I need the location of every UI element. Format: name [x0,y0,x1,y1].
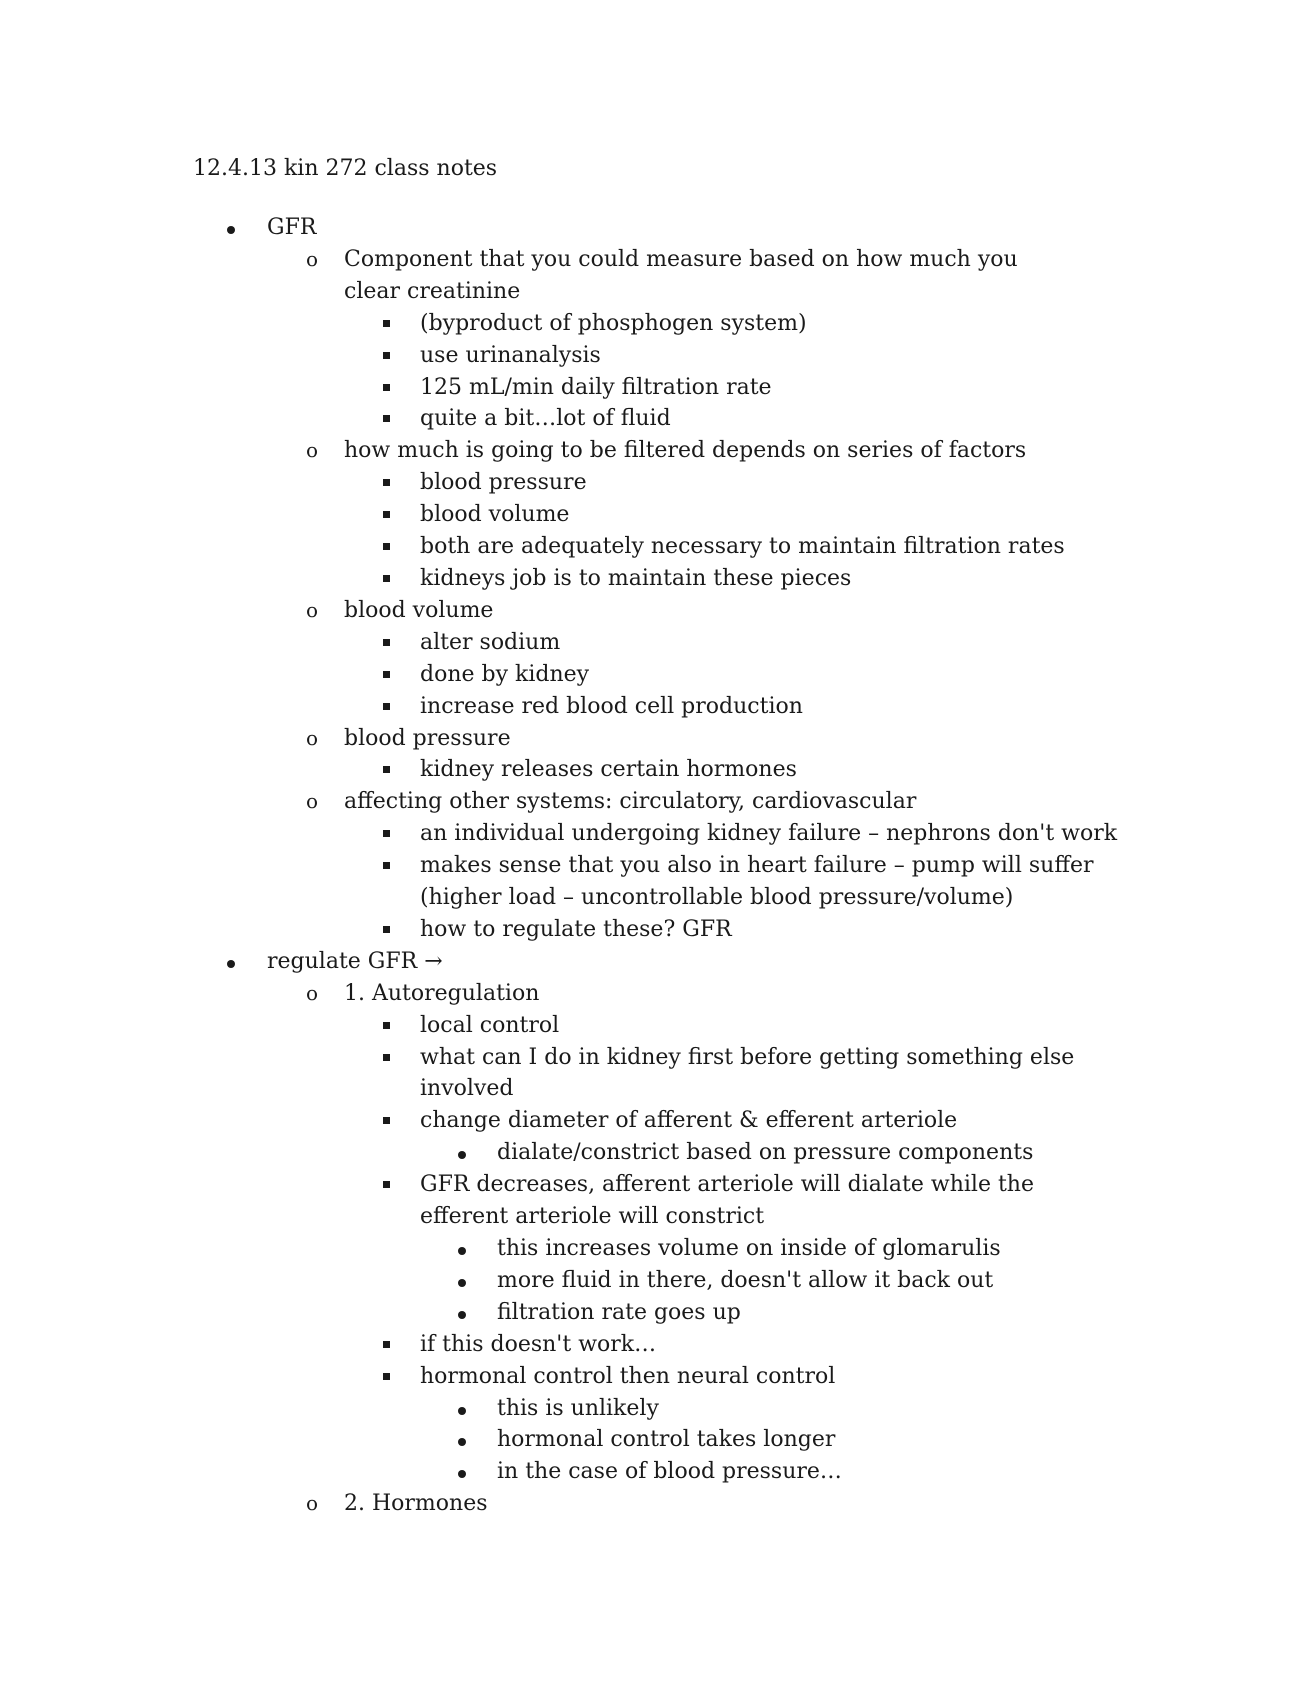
outline-item-text: kidneys job is to maintain these pieces [420,565,852,591]
outline-item-text: hormonal control takes longer [497,1427,836,1453]
notes-outline [0,212,1306,1520]
outline-item-text: change diameter of afferent & efferent arteriole [420,1108,958,1134]
outline-item-level-3 [0,563,1120,595]
outline-item-level-2 [0,723,1306,755]
square-bullet-icon [383,754,390,786]
square-bullet-icon [383,308,390,340]
square-bullet-icon [383,531,390,563]
outline-item-text: an individual undergoing kidney failure – nephrons don't work [420,821,1118,847]
outline-item-text: this is unlikely [497,1395,659,1421]
hollow-bullet-icon: o [306,1491,319,1516]
outline-item-level-3 [0,1361,1120,1393]
outline-item-level-2 [0,435,1306,467]
outline-item-text: local control [420,1012,560,1038]
outline-item-level-3 [0,499,1120,531]
outline-item-level-3 [0,1329,1120,1361]
outline-item-level-2 [0,595,1306,627]
outline-item-level-3 [0,659,1120,691]
outline-item-level-2 [0,244,1306,308]
square-bullet-icon [383,1105,390,1137]
outline-item-level-3 [0,531,1120,563]
square-bullet-icon [383,403,390,435]
outline-item-text: both are adequately necessary to maintain filtration rates [420,534,1065,560]
outline-item-level-3 [0,691,1120,723]
outline-item-level-4 [0,1297,1306,1329]
outline-item-text: dialate/constrict based on pressure components [497,1140,1034,1166]
square-bullet-icon [383,627,390,659]
outline-item-text: kidney releases certain hormones [420,757,797,783]
outline-item-text: Component that you could measure based on how much you clear creatinine [344,246,1018,304]
outline-item-text: (byproduct of phosphogen system) [420,310,807,336]
outline-item-text: affecting other systems: circulatory, cardiovascular [344,789,917,815]
outline-item-level-3 [0,403,1120,435]
outline-item-text: quite a bit…lot of fluid [420,406,671,432]
round-bullet-icon [458,1137,466,1169]
outline-item-text: blood pressure [344,725,511,751]
square-bullet-icon [383,659,390,691]
square-bullet-icon [383,1361,390,1393]
outline-item-level-3 [0,1105,1120,1137]
outline-item-text: in the case of blood pressure… [497,1459,842,1485]
square-bullet-icon [383,372,390,404]
outline-item-level-3 [0,1042,1120,1106]
square-bullet-icon [383,1042,390,1074]
round-bullet-icon [458,1297,466,1329]
outline-item-level-2 [0,1488,1306,1520]
square-bullet-icon [383,818,390,850]
round-bullet-icon [227,212,235,244]
hollow-bullet-icon: o [306,980,319,1005]
outline-item-level-2 [0,978,1306,1010]
outline-item-level-4 [0,1424,1306,1456]
outline-item-text: 2. Hormones [344,1491,488,1517]
outline-item-level-3 [0,467,1120,499]
round-bullet-icon [458,1265,466,1297]
outline-item-text: how to regulate these? GFR [420,916,732,942]
outline-item-text: 125 mL/min daily filtration rate [420,374,772,400]
outline-item-level-3 [0,1010,1120,1042]
outline-item-text: this increases volume on inside of glomarulis [497,1236,1001,1261]
outline-item-level-4 [0,1265,1306,1297]
outline-item-text: GFR decreases, afferent arteriole will dialate while the efferent arteriole will constrict [420,1172,1034,1230]
round-bullet-icon [458,1233,466,1265]
round-bullet-icon [227,946,235,978]
outline-item-text: 1. Autoregulation [344,980,540,1006]
outline-item-level-4 [0,1233,1306,1265]
outline-item-text: filtration rate goes up [497,1299,741,1325]
outline-item-text: blood volume [420,502,570,528]
outline-item-level-3 [0,850,1120,914]
outline-item-level-4 [0,1393,1306,1425]
square-bullet-icon [383,1010,390,1042]
square-bullet-icon [383,467,390,499]
outline-item-text: what can I do in kidney first before getting something else involved [420,1044,1075,1102]
hollow-bullet-icon: o [306,438,319,463]
round-bullet-icon [458,1393,466,1425]
outline-item-text: done by kidney [420,661,590,687]
square-bullet-icon [383,850,390,882]
document-title: 12.4.13 kin 272 class notes [193,156,498,181]
outline-item-text: how much is going to be filtered depends on series of factors [344,438,1027,464]
outline-item-level-2 [0,786,1306,818]
square-bullet-icon [383,499,390,531]
outline-item-text: hormonal control then neural control [420,1363,836,1389]
outline-item-text: if this doesn't work… [420,1331,657,1357]
outline-item-level-3 [0,340,1120,372]
outline-item-text: GFR [267,215,317,240]
outline-item-level-3 [0,818,1120,850]
outline-item-text: more fluid in there, doesn't allow it back out [497,1267,994,1293]
outline-item-text: blood volume [344,597,494,623]
square-bullet-icon [383,340,390,372]
outline-item-level-4 [0,1137,1306,1169]
outline-item-level-4 [0,1456,1306,1488]
round-bullet-icon [458,1456,466,1488]
outline-item-level-1 [0,212,1306,244]
square-bullet-icon [383,1329,390,1361]
outline-item-level-3 [0,914,1120,946]
hollow-bullet-icon: o [306,725,319,750]
outline-item-text: regulate GFR → [267,948,443,974]
square-bullet-icon [383,691,390,723]
outline-item-level-3 [0,754,1120,786]
outline-item-text: increase red blood cell production [420,693,803,719]
outline-item-text: blood pressure [420,470,587,496]
outline-item-text: alter sodium [420,629,561,655]
outline-item-level-3 [0,1169,1120,1233]
outline-item-level-1 [0,946,1306,978]
round-bullet-icon [458,1424,466,1456]
square-bullet-icon [383,1169,390,1201]
outline-item-level-3 [0,627,1120,659]
hollow-bullet-icon: o [306,789,319,814]
hollow-bullet-icon: o [306,597,319,622]
hollow-bullet-icon: o [306,246,319,271]
outline-item-level-3 [0,372,1120,404]
square-bullet-icon [383,914,390,946]
square-bullet-icon [383,563,390,595]
outline-item-text: makes sense that you also in heart failure – pump will suffer (higher load – uncontrollable blood pressure/volume) [420,853,1094,911]
outline-item-text: use urinanalysis [420,342,601,368]
outline-item-level-3 [0,308,1120,340]
